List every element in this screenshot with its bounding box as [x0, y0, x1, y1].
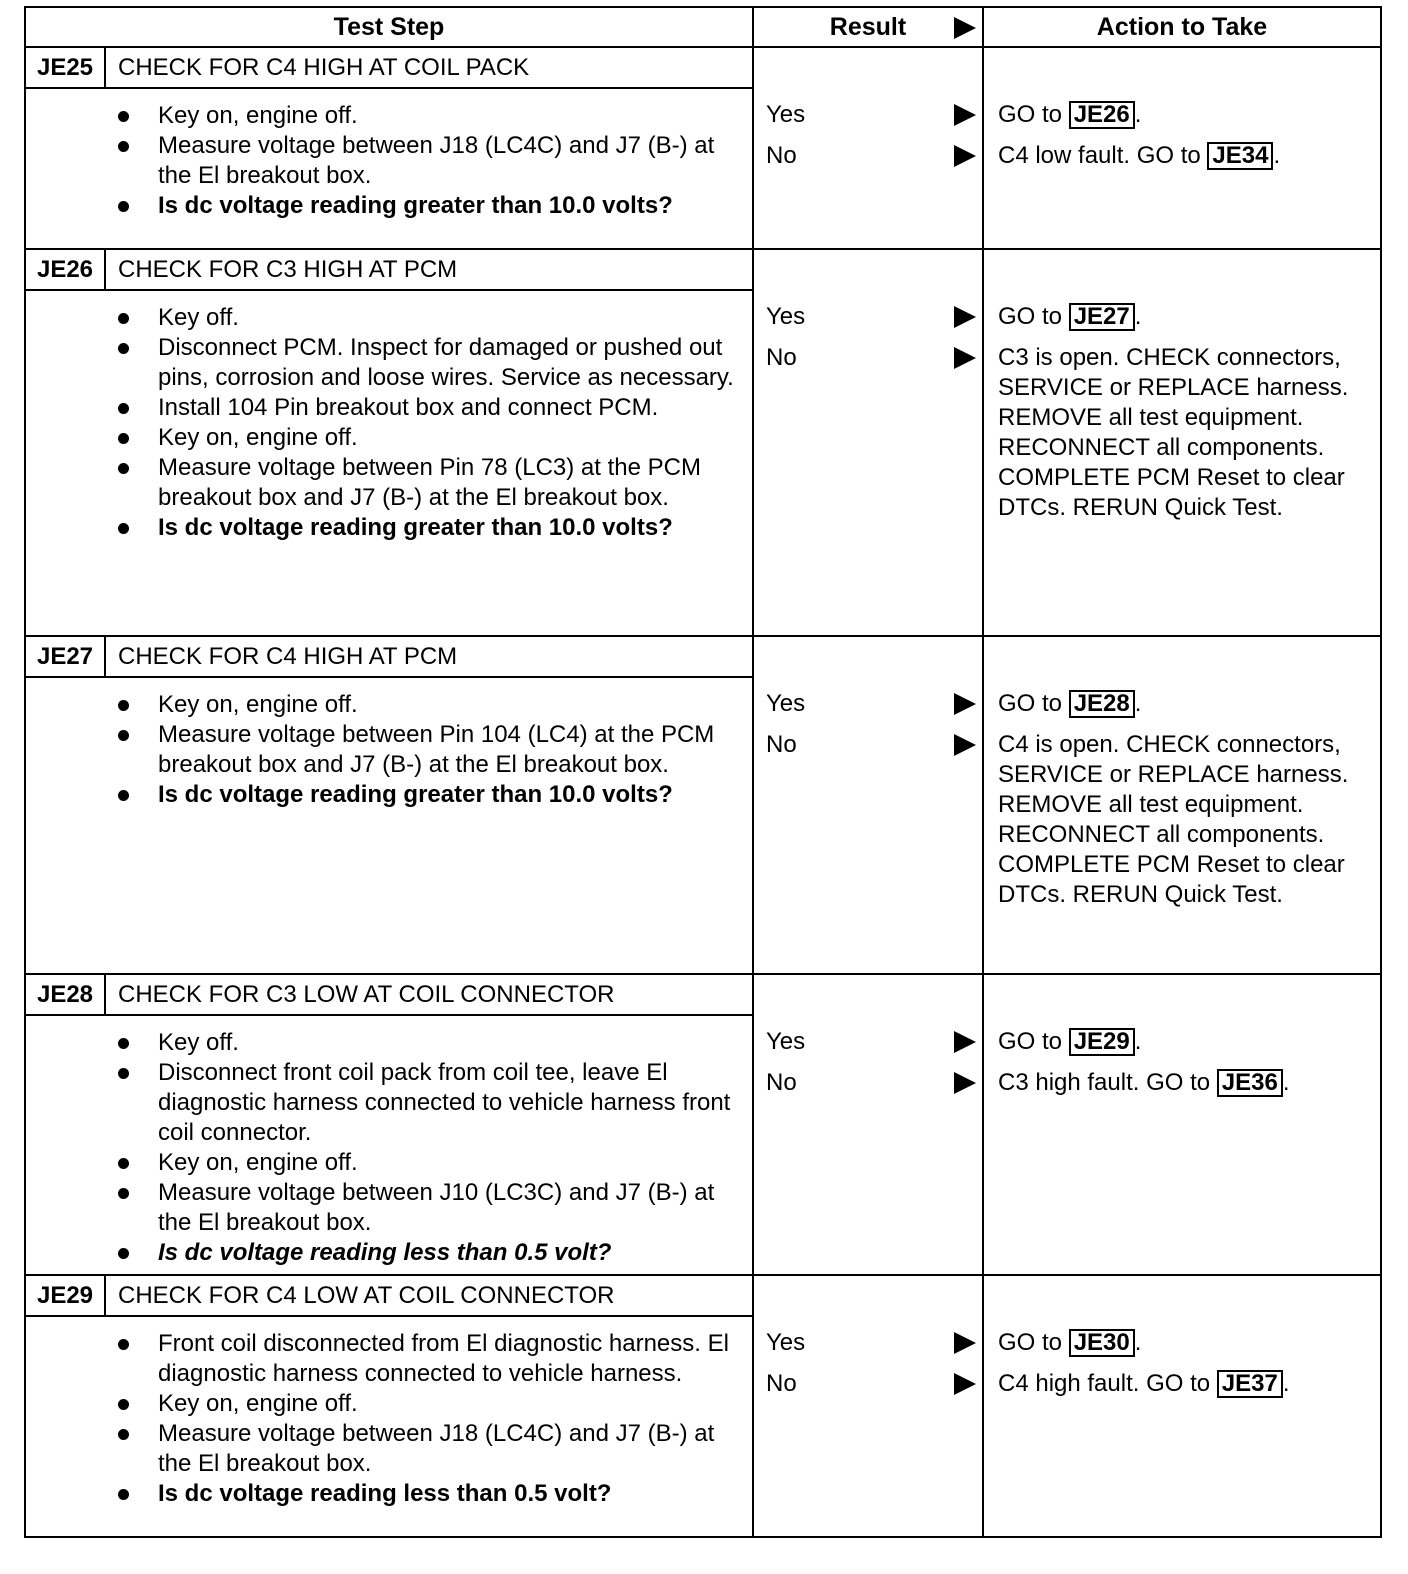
bullet-icon [118, 1429, 129, 1440]
result-cell [753, 974, 983, 1275]
step-bullet-text: Measure voltage between J18 (LC4C) and J7 (B-) at the El breakout box. [158, 1420, 715, 1477]
step-id: JE28 [26, 975, 106, 1014]
arrow-right-icon [954, 104, 976, 126]
step-bullet [158, 1329, 742, 1389]
bullet-icon [118, 313, 129, 324]
step-bullet [158, 1178, 742, 1238]
bullet-icon [118, 523, 129, 534]
action-cell [983, 249, 1381, 636]
action-no: C3 is open. CHECK connectors, SERVICE or REPLACE harness. REMOVE all test equipment. RECONNECT all components. COMPLETE PCM Reset to clear DTCs. RERUN Quick Test. [998, 344, 1349, 521]
step-header [26, 1276, 752, 1317]
action-cell [983, 974, 1381, 1275]
step-bullet [158, 191, 742, 221]
step-reference: JE28 [1069, 690, 1135, 718]
step-bullet [158, 1028, 742, 1058]
action-yes: GO to JE30 . [998, 1329, 1142, 1356]
step-reference: JE34 [1207, 142, 1273, 170]
table-header [25, 7, 1381, 47]
arrow-right-icon [954, 347, 976, 369]
step-reference: JE37 [1217, 1370, 1283, 1398]
bullet-icon [118, 111, 129, 122]
step-reference: JE36 [1217, 1069, 1283, 1097]
result-yes: Yes [754, 689, 982, 730]
step-bullet [158, 1148, 742, 1178]
arrow-right-icon [954, 693, 976, 715]
step-bullet-text: Key off. [158, 304, 239, 331]
bullet-icon [118, 1158, 129, 1169]
diagnostic-table-page [24, 6, 1380, 1538]
bullet-icon [118, 730, 129, 741]
bullet-icon [118, 700, 129, 711]
step-id: JE29 [26, 1276, 106, 1315]
table-row [25, 974, 1381, 1275]
step-bullet [158, 720, 742, 780]
step-id: JE26 [26, 250, 106, 289]
bullet-icon [118, 1068, 129, 1079]
step-title: CHECK FOR C3 HIGH AT PCM [118, 255, 458, 283]
table-body [25, 47, 1381, 1537]
step-bullets [26, 678, 752, 816]
action-yes: GO to JE26 . [998, 101, 1142, 128]
arrow-right-icon [954, 1373, 976, 1395]
action-cell [983, 1275, 1381, 1537]
action-no: C4 high fault. GO to JE37 . [998, 1370, 1290, 1397]
step-title: CHECK FOR C4 HIGH AT COIL PACK [118, 53, 530, 81]
header-action: Action to Take [983, 7, 1381, 47]
step-bullet [158, 1058, 742, 1148]
step-bullet-text: Measure voltage between J10 (LC3C) and J7 (B-) at the El breakout box. [158, 1179, 715, 1236]
result-yes: Yes [754, 100, 982, 141]
header-test-step: Test Step [25, 7, 753, 47]
arrow-right-icon [954, 734, 976, 756]
action-yes: GO to JE29 . [998, 1028, 1142, 1055]
step-title: CHECK FOR C3 LOW AT COIL CONNECTOR [118, 980, 615, 1008]
bullet-icon [118, 1248, 129, 1259]
action-no: C4 low fault. GO to JE34 . [998, 142, 1281, 169]
table-row [25, 636, 1381, 974]
arrow-right-icon [954, 1072, 976, 1094]
action-yes: GO to JE27 . [998, 303, 1142, 330]
step-bullet [158, 690, 742, 720]
bullet-icon [118, 403, 129, 414]
step-bullet-text: Key on, engine off. [158, 1149, 358, 1176]
action-no: C3 high fault. GO to JE36 . [998, 1069, 1290, 1096]
result-no: No [754, 730, 982, 771]
step-bullets [26, 1016, 752, 1274]
step-bullets [26, 89, 752, 227]
header-result-label: Result [829, 12, 907, 41]
step-bullet [158, 101, 742, 131]
bullet-icon [118, 463, 129, 474]
step-bullet [158, 303, 742, 333]
step-id: JE27 [26, 637, 106, 676]
test-step-cell [25, 47, 753, 249]
table-row [25, 1275, 1381, 1537]
bullet-icon [118, 343, 129, 354]
action-cell [983, 636, 1381, 974]
step-bullet-text: Is dc voltage reading greater than 10.0 volts? [158, 514, 673, 541]
step-bullet-text: Key on, engine off. [158, 691, 358, 718]
result-yes: Yes [754, 1027, 982, 1068]
action-no: C4 is open. CHECK connectors, SERVICE or REPLACE harness. REMOVE all test equipment. RECONNECT all components. COMPLETE PCM Reset to clear DTCs. RERUN Quick Test. [998, 731, 1349, 908]
test-step-cell [25, 636, 753, 974]
step-bullet [158, 393, 742, 423]
step-reference: JE26 [1069, 101, 1135, 129]
step-bullet-text: Disconnect front coil pack from coil tee, leave El diagnostic harness connected to vehicle harness front coil connector. [158, 1059, 731, 1146]
result-cell [753, 1275, 983, 1537]
step-bullet-text: Is dc voltage reading less than 0.5 volt? [158, 1480, 612, 1507]
result-no: No [754, 1369, 982, 1410]
step-bullet-text: Key off. [158, 1029, 239, 1056]
step-bullet [158, 1419, 742, 1479]
step-bullets [26, 1317, 752, 1515]
step-bullet [158, 131, 742, 191]
step-title: CHECK FOR C4 HIGH AT PCM [118, 642, 458, 670]
bullet-icon [118, 790, 129, 801]
step-reference: JE30 [1069, 1329, 1135, 1357]
step-bullet [158, 780, 742, 810]
result-cell [753, 636, 983, 974]
step-header [26, 637, 752, 678]
step-bullet [158, 1479, 742, 1509]
result-no: No [754, 1068, 982, 1109]
bullet-icon [118, 201, 129, 212]
step-bullet-text: Key on, engine off. [158, 102, 358, 129]
test-step-cell [25, 1275, 753, 1537]
arrow-right-icon [954, 306, 976, 328]
result-yes: Yes [754, 302, 982, 343]
table-row [25, 47, 1381, 249]
step-bullet [158, 423, 742, 453]
test-step-cell [25, 974, 753, 1275]
bullet-icon [118, 433, 129, 444]
result-cell [753, 249, 983, 636]
step-bullet-text: Is dc voltage reading greater than 10.0 volts? [158, 192, 673, 219]
arrow-right-icon [954, 1031, 976, 1053]
step-bullet-text: Measure voltage between Pin 104 (LC4) at the PCM breakout box and J7 (B-) at the El breakout box. [158, 721, 715, 778]
result-yes: Yes [754, 1328, 982, 1369]
diagnostic-table [24, 6, 1382, 1538]
step-bullet-text: Key on, engine off. [158, 1390, 358, 1417]
header-result [753, 7, 983, 47]
step-header [26, 250, 752, 291]
action-yes: GO to JE28 . [998, 690, 1142, 717]
step-bullet [158, 453, 742, 513]
step-reference: JE27 [1069, 303, 1135, 331]
step-bullet-text: Is dc voltage reading greater than 10.0 volts? [158, 781, 673, 808]
step-bullet [158, 1238, 742, 1268]
step-bullet-text: Key on, engine off. [158, 424, 358, 451]
step-bullet [158, 1389, 742, 1419]
bullet-icon [118, 1038, 129, 1049]
arrow-right-icon [954, 1332, 976, 1354]
step-header [26, 48, 752, 89]
step-bullet-text: Install 104 Pin breakout box and connect PCM. [158, 394, 659, 421]
step-bullet-text: Is dc voltage reading less than 0.5 volt? [158, 1239, 612, 1266]
arrow-right-icon [954, 17, 976, 39]
bullet-icon [118, 1489, 129, 1500]
step-reference: JE29 [1069, 1028, 1135, 1056]
step-bullets [26, 291, 752, 549]
step-bullet-text: Measure voltage between Pin 78 (LC3) at the PCM breakout box and J7 (B-) at the El breakout box. [158, 454, 701, 511]
step-bullet [158, 333, 742, 393]
result-no: No [754, 141, 982, 182]
action-cell [983, 47, 1381, 249]
step-header [26, 975, 752, 1016]
result-cell [753, 47, 983, 249]
table-row [25, 249, 1381, 636]
arrow-right-icon [954, 145, 976, 167]
step-title: CHECK FOR C4 LOW AT COIL CONNECTOR [118, 1281, 615, 1309]
step-bullet-text: Disconnect PCM. Inspect for damaged or pushed out pins, corrosion and loose wires. Service as necessary. [158, 334, 734, 391]
bullet-icon [118, 1339, 129, 1350]
test-step-cell [25, 249, 753, 636]
step-bullet [158, 513, 742, 543]
bullet-icon [118, 141, 129, 152]
step-bullet-text: Measure voltage between J18 (LC4C) and J7 (B-) at the El breakout box. [158, 132, 715, 189]
step-id: JE25 [26, 48, 106, 87]
bullet-icon [118, 1399, 129, 1410]
result-no: No [754, 343, 982, 384]
step-bullet-text: Front coil disconnected from El diagnostic harness. El diagnostic harness connected to vehicle harness. [158, 1330, 729, 1387]
bullet-icon [118, 1188, 129, 1199]
